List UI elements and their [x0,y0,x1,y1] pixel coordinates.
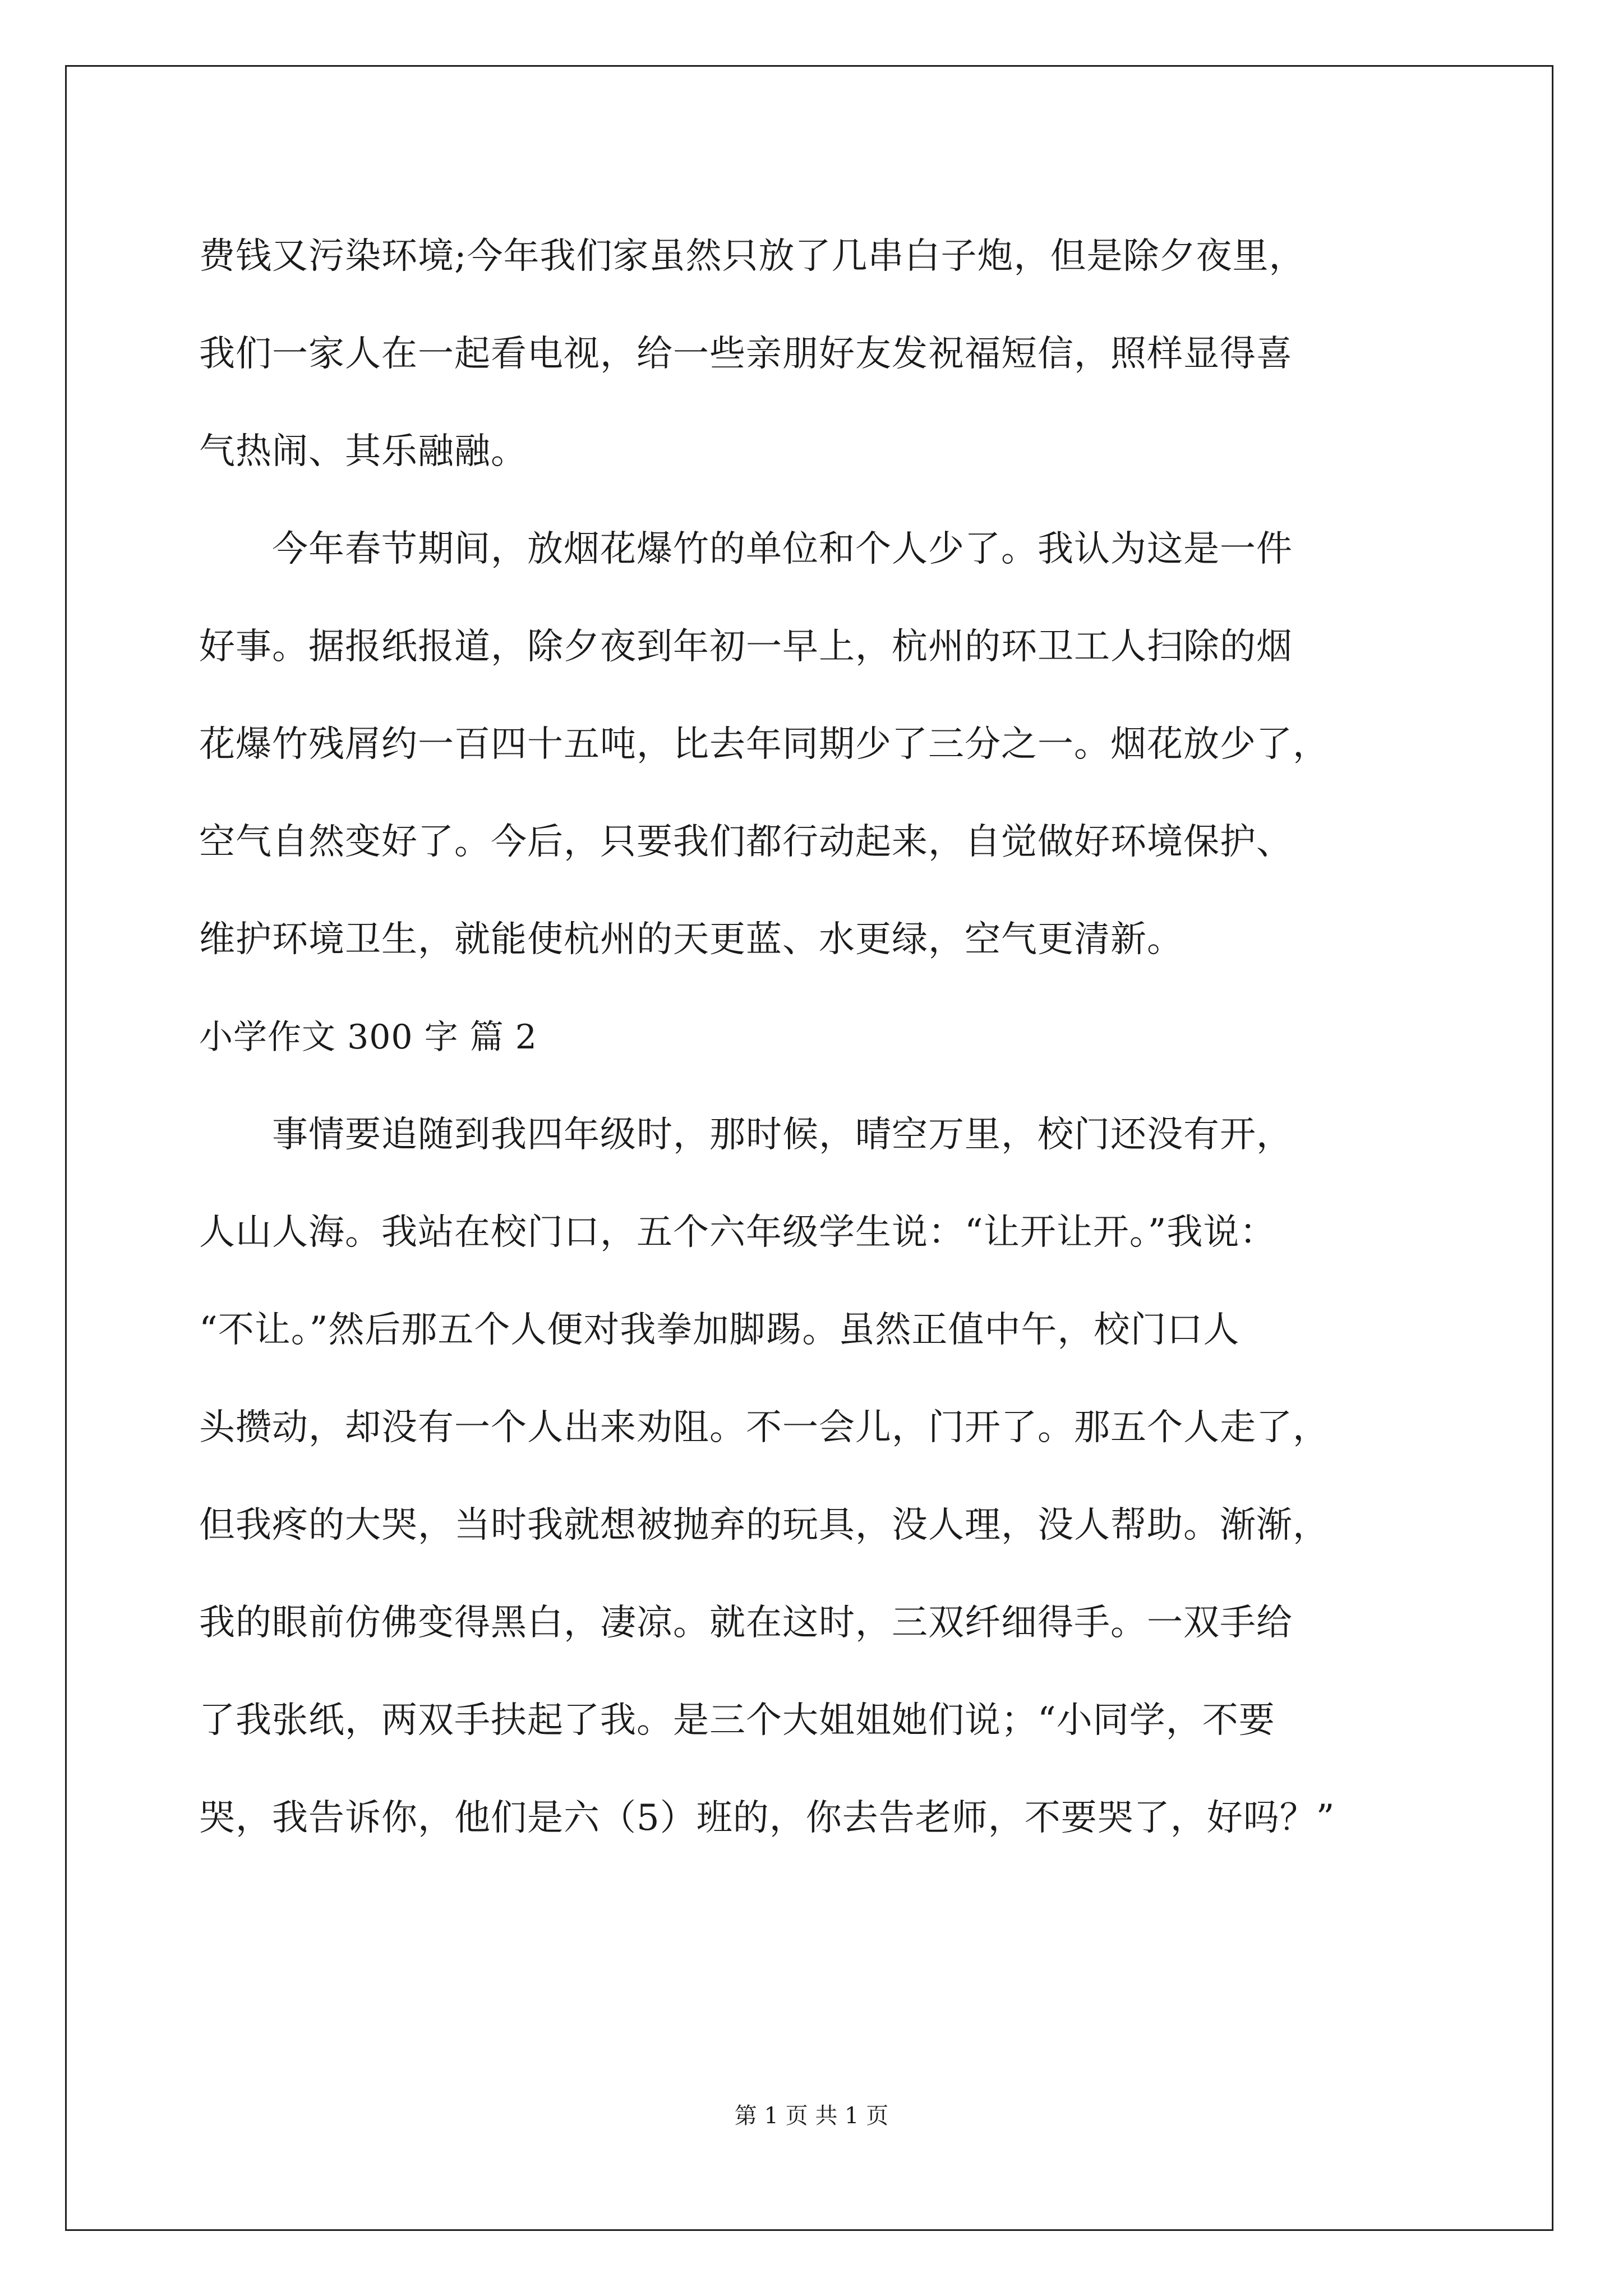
text-line-3: 气热闹、其乐融融。 [199,431,527,472]
text-line-1: 费钱又污染环境;今年我们家虽然只放了几串白子炮，但是除夕夜里， [199,236,1306,277]
text-line-17: 哭，我告诉你，他们是六（5）班的，你去告老师，不要哭了，好吗？” [199,1797,1335,1839]
text-line-14: 但我疼的大哭，当时我就想被抛弃的玩具，没人理，没人帮助。渐渐， [199,1504,1329,1546]
section-heading: 小学作文 300 字 篇 2 [199,1018,537,1057]
text-line-15: 我的眼前仿佛变得黑白，凄凉。就在这时，三双纤细得手。一双手给 [199,1602,1293,1644]
document-body [199,208,1433,1867]
text-line-7: 空气自然变好了。今后，只要我们都行动起来，自觉做好环境保护、 [199,821,1293,863]
text-line-12: “不让。”然后那五个人便对我拳加脚踢。虽然正值中午，校门口人 [199,1309,1240,1351]
text-line-4: 今年春节期间，放烟花爆竹的单位和个人少了。我认为这是一件 [199,528,1293,570]
text-line-2: 我们一家人在一起看电视，给一些亲朋好友发祝福短信，照样显得喜 [199,333,1293,375]
text-line-11: 人山人海。我站在校门口，五个六年级学生说：“让开让开。”我说： [199,1212,1276,1253]
text-line-10: 事情要追随到我四年级时，那时候，晴空万里，校门还没有开， [199,1114,1293,1156]
text-line-5: 好事。据报纸报道，除夕夜到年初一早上，杭州的环卫工人扫除的烟 [199,626,1293,668]
text-line-6: 花爆竹残屑约一百四十五吨，比去年同期少了三分之一。烟花放少了， [199,724,1329,765]
text-line-13: 头攒动，却没有一个人出来劝阻。不一会儿，门开了。那五个人走了， [199,1407,1329,1448]
page-footer: 第 1 页 共 1 页 [734,2103,889,2129]
text-line-16: 了我张纸，两双手扶起了我。是三个大姐姐她们说；“小同学，不要 [199,1700,1275,1741]
text-line-8: 维护环境卫生，就能使杭州的天更蓝、水更绿，空气更清新。 [199,919,1183,960]
